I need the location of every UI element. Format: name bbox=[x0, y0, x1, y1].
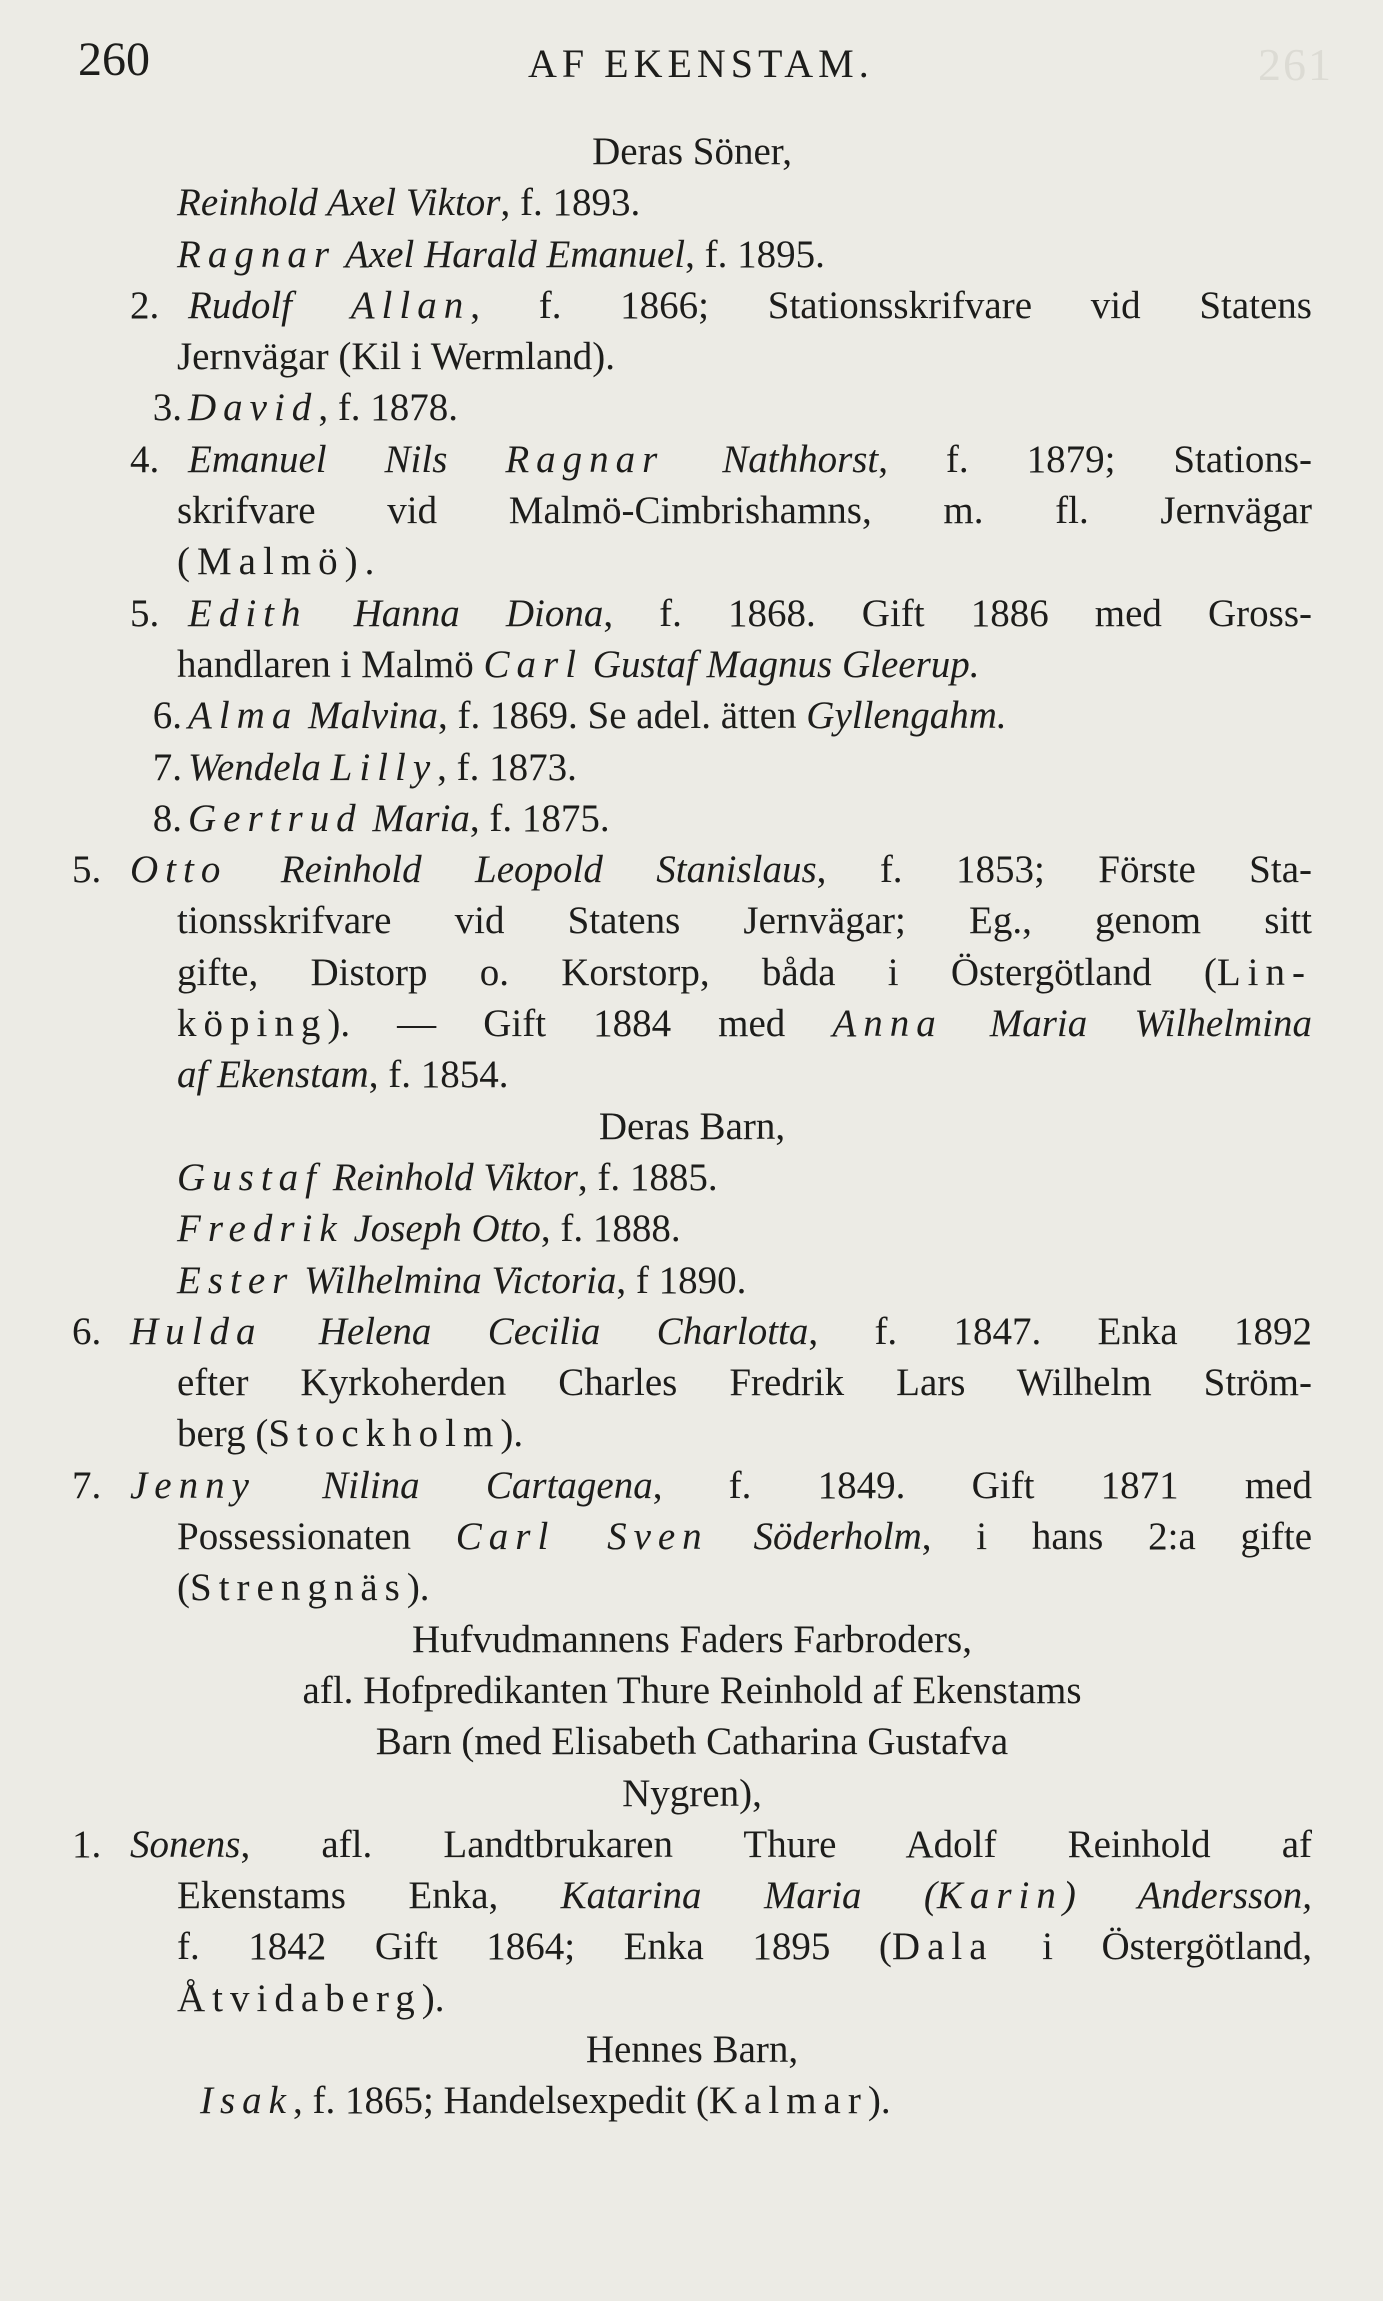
entry-line: 7. Jenny Nilina Cartagena, f. 1849. Gift 1871 med bbox=[72, 1463, 1312, 1507]
entry-line: 6. Hulda Helena Cecilia Charlotta, f. 1847. Enka 1892 bbox=[72, 1309, 1312, 1353]
entry-line: Possessionaten Carl Sven Söderholm, i hans 2:a gifte bbox=[177, 1515, 1312, 1559]
section-heading-lineage: Barn (med Elisabeth Catharina Gustafva bbox=[375, 1720, 1009, 1764]
entry-line: berg (Stockholm). bbox=[177, 1412, 524, 1456]
entry-line: handlaren i Malmö Carl Gustaf Magnus Gleerup. bbox=[177, 642, 980, 686]
section-heading-her-children: Hennes Barn, bbox=[585, 2027, 799, 2071]
section-heading-lineage: afl. Hofpredikanten Thure Reinhold af Ekenstams bbox=[302, 1668, 1082, 1712]
page-text bbox=[72, 126, 1312, 2127]
section-heading-children: Deras Barn, bbox=[598, 1104, 786, 1148]
entry-line: tionsskrifvare vid Statens Jernvägar; Eg., genom sitt bbox=[177, 899, 1312, 943]
section-heading-lineage: Hufvudmannens Faders Farbroders, bbox=[412, 1617, 972, 1661]
entry-line: Ekenstams Enka, Katarina Maria (Karin) Andersson, bbox=[177, 1874, 1312, 1918]
entry-line: f. 1842 Gift 1864; Enka 1895 (Dala i Östergötland, bbox=[177, 1925, 1312, 1969]
entry-line: köping). — Gift 1884 med Anna Maria Wilhelmina bbox=[177, 1002, 1312, 1046]
entry-line: 4. Emanuel Nils Ragnar Nathhorst, f. 1879; Stations- bbox=[130, 437, 1312, 481]
section-heading-sons: Deras Söner, bbox=[592, 130, 792, 173]
section-heading-lineage: Nygren), bbox=[622, 1771, 762, 1815]
entry-line: 5. Otto Reinhold Leopold Stanislaus, f. 1853; Förste Sta- bbox=[72, 848, 1313, 892]
entry-line: af Ekenstam, f. 1854. bbox=[177, 1053, 509, 1097]
running-title: AF EKENSTAM. bbox=[528, 41, 874, 86]
entry-line: Åtvidaberg). bbox=[177, 1976, 445, 2020]
entry-line: Gustaf Reinhold Viktor, f. 1885. bbox=[177, 1155, 718, 1199]
entry-line: (Malmö). bbox=[177, 540, 382, 584]
entry-line: Fredrik Joseph Otto, f. 1888. bbox=[177, 1207, 681, 1251]
entry-line: skrifvare vid Malmö-Cimbrishamns, m. fl. Jernvägar bbox=[177, 489, 1312, 533]
entry-line: 6. Alma Malvina, f. 1869. Se adel. ätten Gyllengahm. bbox=[152, 694, 1007, 738]
entry-line: 2. Rudolf Allan, f. 1866; Stationsskrifvare vid Statens bbox=[130, 283, 1312, 327]
entry-line: Jernvägar (Kil i Wermland). bbox=[177, 335, 615, 379]
entry-line: Ester Wilhelmina Victoria, f 1890. bbox=[177, 1258, 747, 1302]
bleed-through-page-number: 261 bbox=[1258, 39, 1333, 90]
entry-line: Ragnar Axel Harald Emanuel, f. 1895. bbox=[177, 232, 825, 276]
entry-line: gifte, Distorp o. Korstorp, båda i Östergötland (Lin- bbox=[177, 950, 1312, 994]
page-number: 260 bbox=[78, 33, 150, 86]
entry-line: Isak, f. 1865; Handelsexpedit (Kalmar). bbox=[200, 2079, 891, 2123]
page-header bbox=[78, 22, 1328, 92]
entry-line: 1. Sonens, afl. Landtbrukaren Thure Adolf Reinhold af bbox=[72, 1822, 1312, 1866]
entry-line: 5. Edith Hanna Diona, f. 1868. Gift 1886 med Gross- bbox=[130, 591, 1312, 635]
entry-line: 7. Wendela Lilly, f. 1873. bbox=[152, 745, 577, 789]
entry-line: 8. Gertrud Maria, f. 1875. bbox=[152, 796, 610, 840]
entry-line: (Strengnäs). bbox=[177, 1566, 430, 1610]
entry-line: Reinhold Axel Viktor, f. 1893. bbox=[177, 181, 641, 225]
entry-line: efter Kyrkoherden Charles Fredrik Lars Wilhelm Ström- bbox=[177, 1361, 1312, 1405]
entry-line: 3. David, f. 1878. bbox=[152, 386, 459, 430]
